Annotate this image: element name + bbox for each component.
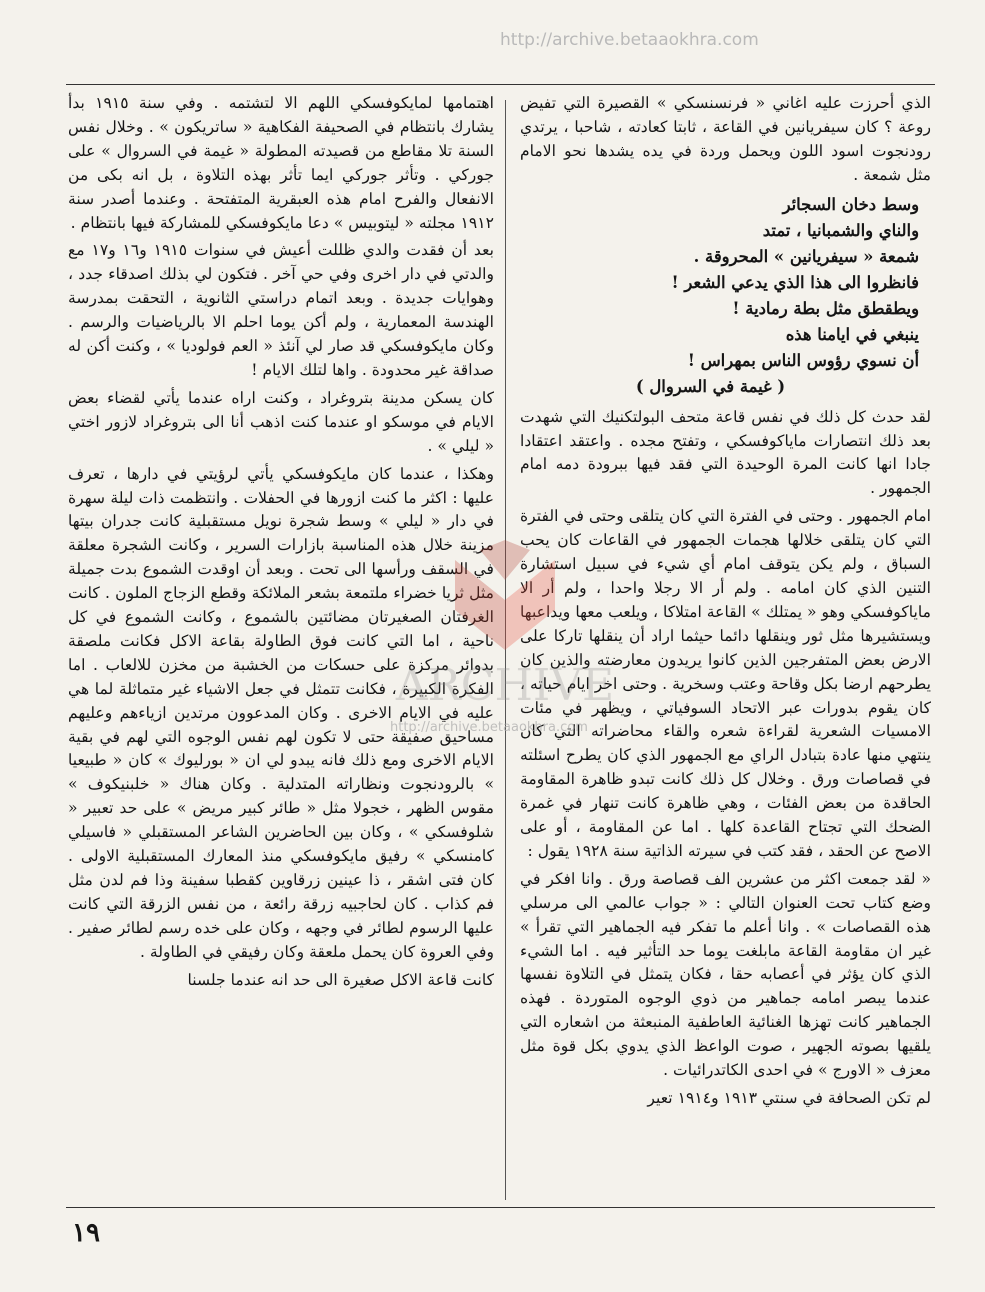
watermark-url-top: http://archive.betaaokhra.com <box>500 30 759 50</box>
poem-source: ( غيمة في السروال ) <box>635 376 786 396</box>
poem-line: وسط دخان السجائر <box>782 194 919 214</box>
poem-line: ينبغي في ايامنا هذه <box>785 324 919 344</box>
bottom-rule <box>66 1207 935 1208</box>
body-paragraph: لم تكن الصحافة في سنتي ١٩١٣ و١٩١٤ تعير <box>647 1089 931 1107</box>
poem-line: والناي والشمبانيا ، تمتد <box>762 220 919 240</box>
right-column <box>520 92 931 1196</box>
poem-line: أن نسوي رؤوس الناس بمهراس ! <box>687 350 919 370</box>
poem-excerpt <box>520 192 931 400</box>
column-divider <box>505 100 506 1200</box>
left-column <box>68 92 494 1196</box>
body-paragraph: وهكذا ، عندما كان مايكوفسكي يأتي لرؤيتي في دارها ، تعرف عليها : اكثر ما كنت ازورها في الحفلات . وانتظمت ذات ليلة سهرة في دار « ليلي » وسط شجرة نويل مستقبلية كانت جدران بيتها مزينة خلال هذه المناسبة بازارات السرير ، وكانت الشجرة معلقة في السقف ورأسها الى تحت . وبعد أن اوقدت الشموع بدت جميلة مثل ثريا خضراء ملتمعة بشعر الملائكة وقطع الزجاج الملون . كانت الغرفتان الصغيرتان مضائتين بالشموع ، وكانت الشموع في كل ناحية ، اما التي كانت فوق الطاولة بقاعة الاكل فكانت ملصقة بدوائر مركزة على حسكات من الخشبة من مخزن للالعاب . اما الفكرة الكبيرة ، فكانت تتمثل في جعل الاشياء غير متماثلة لما هي عليه في الايام الاخرى . وكان المدعوون مرتدين ازياءهم وعليهم مساحيق صفيقة حتى لا تكون لهم نفس الوجوه التي لهم في بقية الايام الاخرى ومع ذلك فانه يبدو لي ان « بورليوك » كان « طبيعيا » بالرودنجوت ونظاراته المتدلية . وكان هناك « خلبنيكوف » مقوس الظهر ، خجولا مثل « طائر كبير مريض » على حد تعبير « شلوفسكي » ، وكان بين الحاضرين الشاعر المستقبلي « فاسيلي كامنسكي » رفيق مايكوفسكي منذ المعارك المستقبلية الاولى . كان فتى اشقر ، ذا عينين زرقاوين كقطبا سفينة وذا فم لدن مثل فم كذاب . كان لحاجبيه زرقة رائعة ، من نفس الزرقة التي كانت عليها الرسوم لطائر في وجهه ، وكان على خده رسم لطائر صفير . وفي العروة كان يحمل ملعقة وكان رفيقي في الطاولة . <box>68 464 494 961</box>
poem-line: ويطقطق مثل بطة رمادية ! <box>732 298 919 318</box>
page-number: ١٩ <box>72 1218 100 1248</box>
watermark-url-center: http://archive.betaaokhra.com <box>390 720 588 735</box>
body-paragraph: لقد حدث كل ذلك في نفس قاعة متحف البولتكنيك التي شهدت بعد ذلك انتصارات ماياكوفسكي ، وتفتح مجده . واعتقد اعتقادا جادا انها كانت المرة الوحيدة التي فقد فيها ببرودة دمه امام الجمهور . <box>520 407 931 498</box>
body-paragraph: كان يسكن مدينة بتروغراد ، وكنت اراه عندما يأتي لقضاء بعض الايام في موسكو او عندما كنت اذهب أنا الى بتروغراد لازور اختي « ليلي » . <box>68 388 494 455</box>
body-paragraph: بعد أن فقدت والدي ظللت أعيش في سنوات ١٩١٥ و١٦ و١٧ مع والدتي في دار اخرى وفي حي آخر . فتكون لي بذلك اصدقاء جدد ، وهوايات جديدة . وبعد اتمام دراستي الثانوية ، التحقت بمدرسة الهندسة المعمارية ، ولم أكن يوما احلم الا بالرياضيات والرسم . وكان مايكوفسكي قد صار لي آنئذ « العم فولوديا » ، وكنت أكن له صداقة غير محدودة . واها لتلك الايام ! <box>68 241 494 379</box>
body-paragraph: امام الجمهور . وحتى في الفترة التي كان يتلقى وحتى في الفترة التي كان يتلقى خلالها هجمات الجمهور في القاعات كان يحب السباق ، ولم يكن يتوقف امام أي شيء في سبيل استشارة التنين الذي كان امامه . ولم أر الا رجلا واحدا ، ولم أر الا ماياكوفسكي وهو « يمتلك » القاعة امتلاكا ، ويلعب معها ويداعبها ويستشيرها مثل ثور وينقلها دائما حيثما اراد أن ينقلها تاركا على الارض بعض المتفرجين الذين كانوا يريدون معارضته والذين كان يطرحهم ارضا بكل وقاحة وعتب وسخرية . وحتى اخر ايام حياته ، كان يقوم بدورات عبر الاتحاد السوفياتي ، ويظهر في مئات الامسيات الشعرية لقراءة شعره والقاء محاضراته التي كان ينتهي منها عادة بتبادل الراي مع الجمهور الذي كان يطرح اسئلته في قصاصات ورق . وخلال كل ذلك كانت تبدو ظاهرة المقاومة الحاقدة من بعض الفئات ، وهي ظاهرة كانت تنهار في غمرة الضحك التي تجتاح القاعدة كلها . اما عن المقاومة ، أو على الاصح عن الحقد ، فقد كتب في سيرته الذاتية سنة ١٩٢٨ يقول : <box>520 507 931 860</box>
intro-paragraph: الذي أحرزت عليه اغاني « فرنسنسكي » القصيرة التي تفيض روعة ؟ كان سيفريانين في القاعة ، ثابتا كعادته ، شاحبا ، يرتدي رودنجوت اسود اللون ويحمل وردة في يده يشدها نحو الامام مثل شمعة . <box>520 94 931 184</box>
poem-line: شمعة « سيفريانين » المحروقة . <box>693 246 919 266</box>
body-paragraph: « لقد جمعت اكثر من عشرين الف قصاصة ورق . وانا افكر في وضع كتاب تحت العنوان التالي : « جواب عالمي الى مرسلي هذه القصاصات » . وانا أعلم ما تفكر فيه الجماهير التي تقرأ » غير ان مقاومة القاعة مابلغت يوما حد التأثير فيه . اما الشيء الذي كان يؤثر في أعصابه حقا ، فكان يتمثل في التلاوة نفسها عندما يبصر امامه جماهير من ذوي الوجوه المتوردة . فهذه الجماهير كانت تهزها الغنائية العاطفية المنبعثة من اشعاره التي يلقيها بصوته الجهير ، صوت الواعظ الذي يدوي بكل قوة مثل معزف « الاورج » في احدى الكاتدرائيات . <box>520 869 931 1080</box>
body-paragraph: اهتمامها لمايكوفسكي اللهم الا لتشتمه . وفي سنة ١٩١٥ بدأ يشارك بانتظام في الصحيفة الفكاهية « ساتريكون » . وخلال نفس السنة تلا مقاطع من قصيدته المطولة « غيمة في السروال » على جوركي . وتأثر جوركي ايما تأثر بهذه التلاوة ، بل انه بكى من الانفعال والفرح امام هذه العبقرية المتفتحة . وعندما أصدر سنة ١٩١٢ مجلته « ليتوبيس » دعا مايكوفسكي للمشاركة فيها بانتظام . <box>68 94 494 232</box>
svg-text:ARCHIVE: ARCHIVE <box>395 660 615 711</box>
poem-line: فانظروا الى هذا الذي يدعي الشعر ! <box>671 272 919 292</box>
top-rule <box>66 84 935 85</box>
body-paragraph: كانت قاعة الاكل صغيرة الى حد انه عندما جلسنا <box>187 970 494 989</box>
